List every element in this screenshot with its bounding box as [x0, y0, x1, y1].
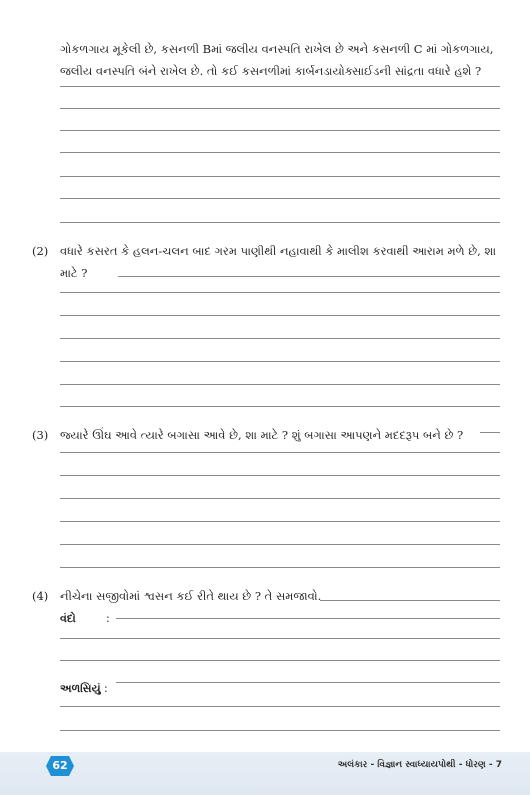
- answer-line: [60, 198, 500, 199]
- answer-line: [60, 108, 500, 109]
- answer-line: [60, 361, 500, 362]
- answer-line: [60, 706, 500, 707]
- book-title: અલંકાર - વિજ્ઞાન સ્વાધ્યાયપોથી - ધોરણ - 7: [337, 760, 502, 770]
- answer-line: [116, 682, 500, 683]
- answer-line: [60, 86, 500, 87]
- answer-line: [60, 638, 500, 639]
- answer-line: [60, 176, 500, 177]
- answer-line: [60, 498, 500, 499]
- footer-band: [0, 752, 530, 795]
- answer-line: [60, 384, 500, 385]
- question-text: નીચેના સજીવોમાં શ્વસન કઈ રીતે થાય છે ? તે સમજાવો.: [60, 589, 322, 603]
- answer-line: [60, 130, 500, 131]
- question-number: (3): [32, 428, 49, 442]
- answer-line: [60, 315, 500, 316]
- answer-line: [60, 292, 500, 293]
- answer-line: [60, 660, 500, 661]
- answer-line: [60, 222, 500, 223]
- answer-line: [60, 475, 500, 476]
- answer-line: [118, 276, 500, 277]
- answer-line: [60, 452, 500, 453]
- question-text: જ્યારે ઊંઘ આવે ત્યારે બગાસા આવે છે, શા માટે ? શું બગાસા આપણને મદદરૂપ બને છે ?: [60, 428, 464, 442]
- question-number: (4): [32, 589, 49, 603]
- answer-line: [60, 406, 500, 407]
- answer-line: [320, 600, 500, 601]
- answer-line: [60, 730, 500, 731]
- answer-line: [480, 432, 500, 433]
- answer-line: [60, 567, 500, 568]
- answer-line: [60, 338, 500, 339]
- answer-line: [60, 152, 500, 153]
- answer-line: [60, 521, 500, 522]
- page-number-badge: [46, 756, 74, 776]
- question-number: (2): [32, 244, 49, 258]
- organism-label: અળસિયું: [60, 682, 101, 695]
- intro-question-text: ગોકળગાય મૂકેલી છે, કસનળી Bમાં જલીય વનસ્પતિ રાખેલ છે અને કસનળી C માં ગોકળગાય, જલીય વનસ્પતિ બંને રાખેલ છે. તો કઈ કસનળીમાં કાર્બનડાયોક્સાઈડની સાંદ્રતા વધારે હશે ?: [60, 42, 494, 78]
- organism-colon: :: [104, 682, 108, 695]
- page-number: 62: [52, 759, 68, 772]
- question-text: વધારે કસરત કે હલન-ચલન બાદ ગરમ પાણીથી નહાવાથી કે માલીશ કરવાથી આરામ મળે છે, શા માટે ?: [60, 244, 497, 280]
- answer-line: [116, 618, 500, 619]
- organism-colon: :: [106, 612, 110, 625]
- answer-line: [60, 544, 500, 545]
- organism-label: વંદો: [60, 612, 76, 625]
